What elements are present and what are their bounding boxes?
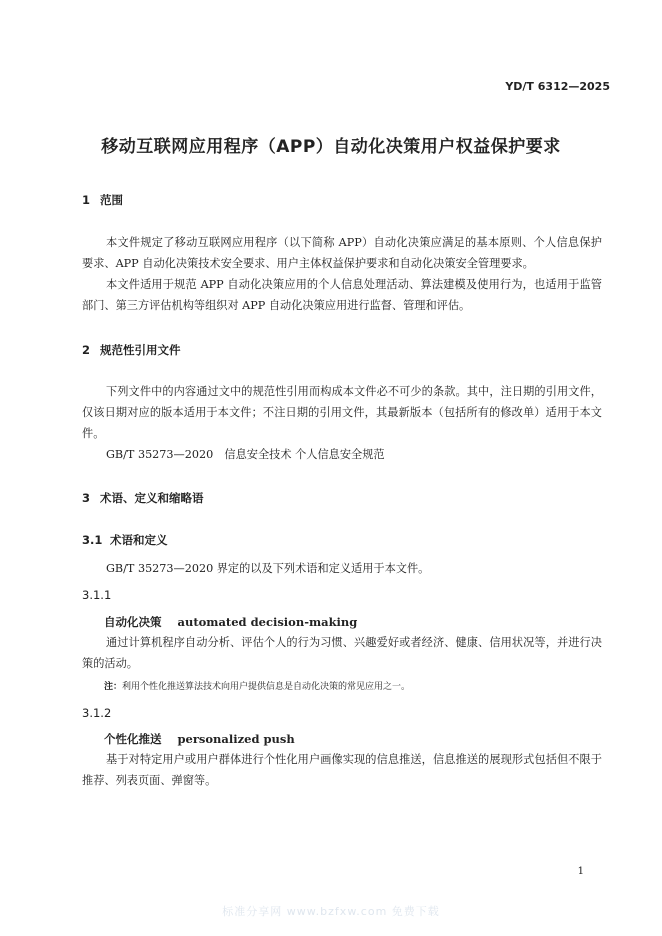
section-1-heading — [82, 192, 123, 208]
term-3-1-2-definition: 基于对特定用户或用户群体进行个性化用户画像实现的信息推送，信息推送的展现形式包括但不限于推荐、列表页面、弹窗等。 — [82, 753, 602, 787]
page-number: 1 — [577, 866, 584, 877]
term-3-1-2-chinese: 个性化推送 — [104, 732, 162, 746]
subsection-3-1-heading — [82, 532, 168, 548]
section-2-heading — [82, 342, 181, 358]
section-3-title: 术语、定义和缩略语 — [100, 491, 204, 505]
subsection-3-1-paragraph: GB/T 35273—2020 界定的以及下列术语和定义适用于本文件。 — [106, 562, 430, 575]
section-3-number: 3 — [82, 491, 91, 505]
section-2-paragraph-1: 下列文件中的内容通过文中的规范性引用而构成本文件必不可少的条款。其中，注日期的引用文件，仅该日期对应的版本适用于本文件；不注日期的引用文件，其最新版本（包括所有的修改单）适用于本文件。 — [82, 385, 602, 440]
section-3-heading — [82, 490, 204, 506]
term-3-1-1-number: 3.1.1 — [82, 588, 112, 602]
section-1-paragraph-2: 本文件适用于规范 APP 自动化决策应用的个人信息处理活动、算法建模及使用行为，也适用于监管部门、第三方评估机构等组织对 APP 自动化决策应用进行监督、管理和评估。 — [82, 278, 602, 312]
section-1-paragraph-1: 本文件规定了移动互联网应用程序（以下简称 APP）自动化决策应满足的基本原则、个人信息保护要求、APP 自动化决策技术安全要求、用户主体权益保护要求和自动化决策安全管理要求。 — [82, 236, 602, 270]
term-3-1-1-note — [104, 679, 410, 692]
section-2-title: 规范性引用文件 — [100, 343, 181, 357]
term-automated-decision-making — [104, 614, 357, 630]
watermark: 标准分享网 www.bzfxw.com 免费下载 — [222, 905, 440, 918]
term-3-1-1-chinese: 自动化决策 — [104, 615, 162, 629]
term-3-1-1-definition: 通过计算机程序自动分析、评估个人的行为习惯、兴趣爱好或者经济、健康、信用状况等，并进行决策的活动。 — [82, 636, 602, 670]
document-title: 移动互联网应用程序（APP）自动化决策用户权益保护要求 — [101, 137, 561, 157]
normative-reference: GB/T 35273—2020 信息安全技术 个人信息安全规范 — [106, 448, 385, 461]
note-label: 注： — [104, 682, 123, 692]
note-text: 利用个性化推送算法技术向用户提供信息是自动化决策的常见应用之一。 — [122, 682, 411, 692]
subsection-3-1-number: 3.1 — [82, 533, 103, 547]
term-personalized-push — [104, 731, 295, 747]
term-3-1-1-english: automated decision-making — [177, 615, 358, 629]
standard-code: YD/T 6312—2025 — [505, 80, 610, 93]
term-3-1-2-number: 3.1.2 — [82, 706, 112, 720]
section-2-number: 2 — [82, 343, 91, 357]
term-3-1-2-english: personalized push — [177, 732, 295, 746]
section-1-number: 1 — [82, 193, 91, 207]
section-1-title: 范围 — [100, 193, 123, 207]
subsection-3-1-title: 术语和定义 — [110, 533, 168, 547]
